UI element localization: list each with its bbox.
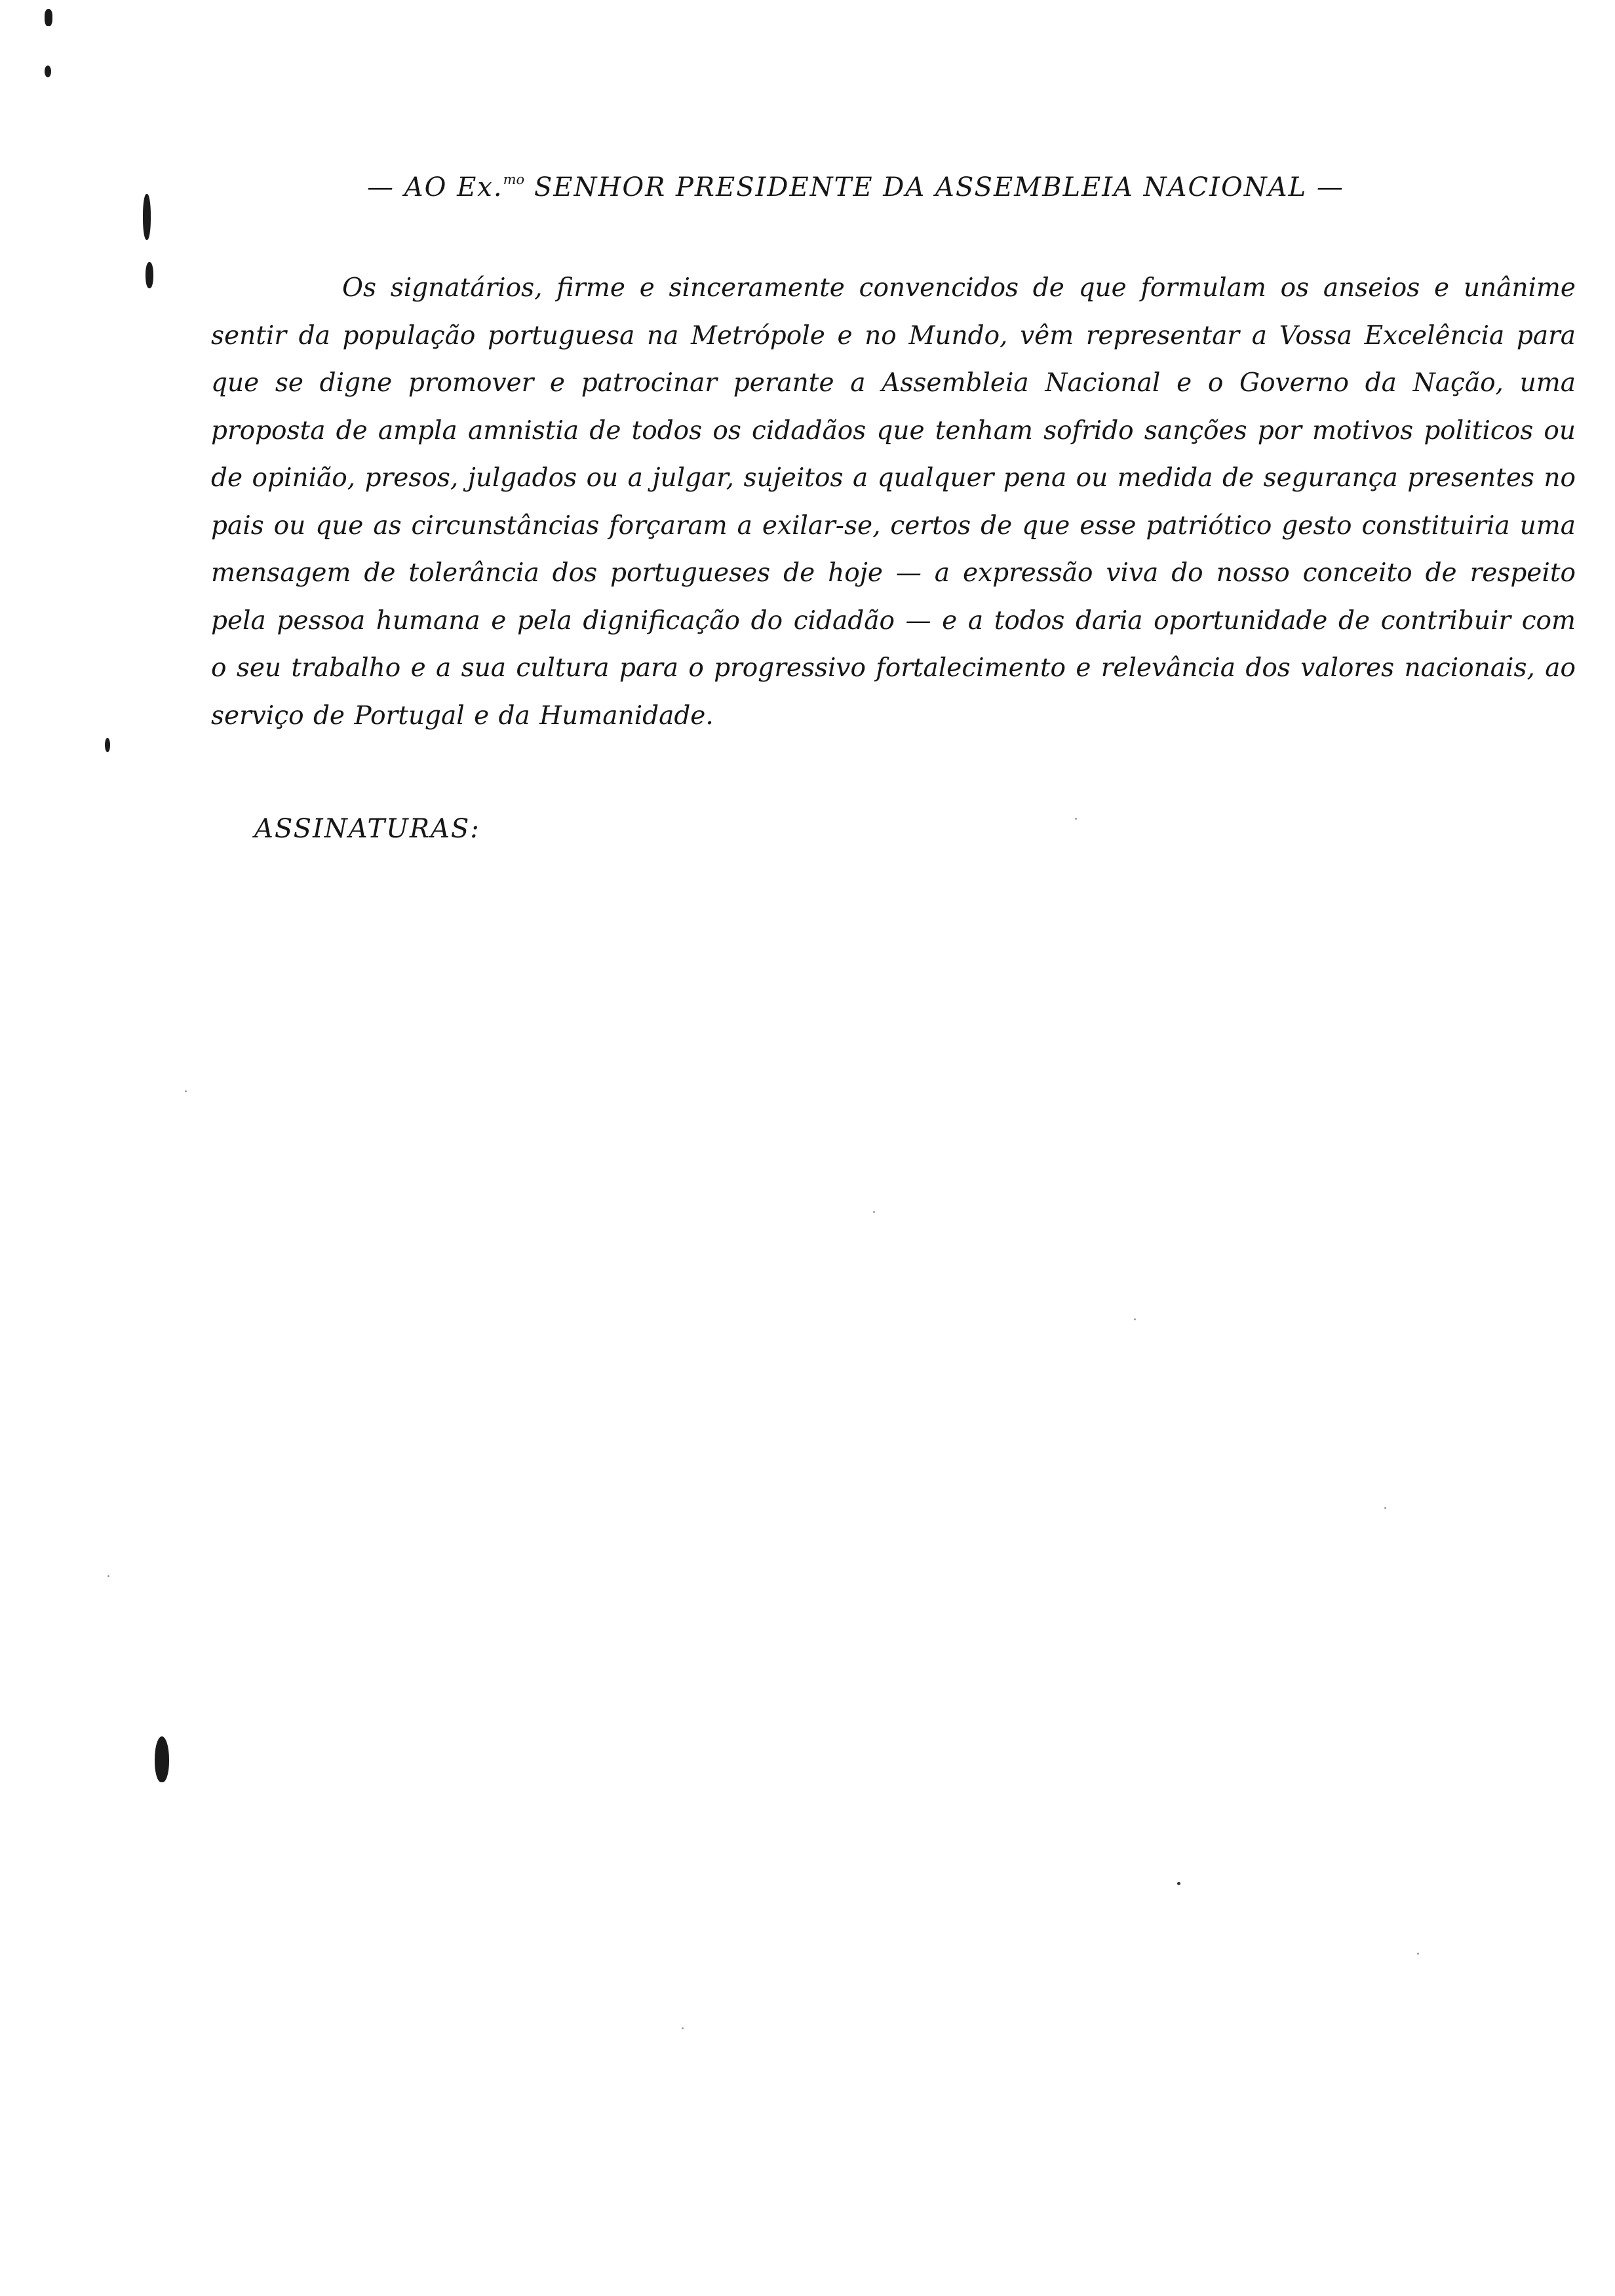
scan-speck xyxy=(155,1736,169,1782)
scan-speck xyxy=(146,262,153,288)
scan-dot xyxy=(1134,1318,1136,1320)
scan-dot xyxy=(185,1090,187,1092)
heading-superscript: mo xyxy=(503,172,525,187)
scan-dot xyxy=(682,2027,684,2029)
scan-speck xyxy=(45,66,51,77)
signatures-label: ASSINATURAS: xyxy=(254,814,480,844)
heading-suffix: SENHOR PRESIDENTE DA ASSEMBLEIA NACIONAL — xyxy=(524,172,1344,202)
scan-dot xyxy=(1177,1882,1180,1885)
scan-dot xyxy=(873,1211,875,1213)
document-heading xyxy=(367,172,1416,202)
scan-dot xyxy=(1075,818,1077,820)
scan-speck xyxy=(45,9,52,26)
petition-body: Os signatários, firme e sinceramente convencidos de que formulam os anseios e unânime sentir da população portuguesa na Metrópole e no Mundo, vêm representar a Vossa Excelência para que se digne promover e patrocinar perante a Assembleia Nacional e o Governo da Nação, uma proposta de ampla amnistia de todos os cidadãos que tenham sofrido sanções por motivos politicos ou de opinião, presos, julgados ou a julgar, sujeitos a qualquer pena ou medida de segurança presentes no pais ou que as circunstâncias forçaram a exilar-se, certos de que esse patriótico gesto constituiria uma mensagem de tolerância dos portugueses de hoje — a expressão viva do nosso conceito de respeito pela pessoa humana e pela dignificação do cidadão — e a todos daria oportunidade de contribuir com o seu trabalho e a sua cultura para o progressivo fortalecimento e relevância dos valores nacionais, ao serviço de Portugal e da Humanidade. xyxy=(211,273,1576,731)
scan-dot xyxy=(1417,1953,1419,1955)
scan-dot xyxy=(107,1575,109,1577)
scan-dot xyxy=(1384,1507,1386,1509)
heading-prefix: — AO Ex. xyxy=(367,172,503,202)
scan-speck xyxy=(105,738,110,752)
scan-speck xyxy=(143,194,151,240)
